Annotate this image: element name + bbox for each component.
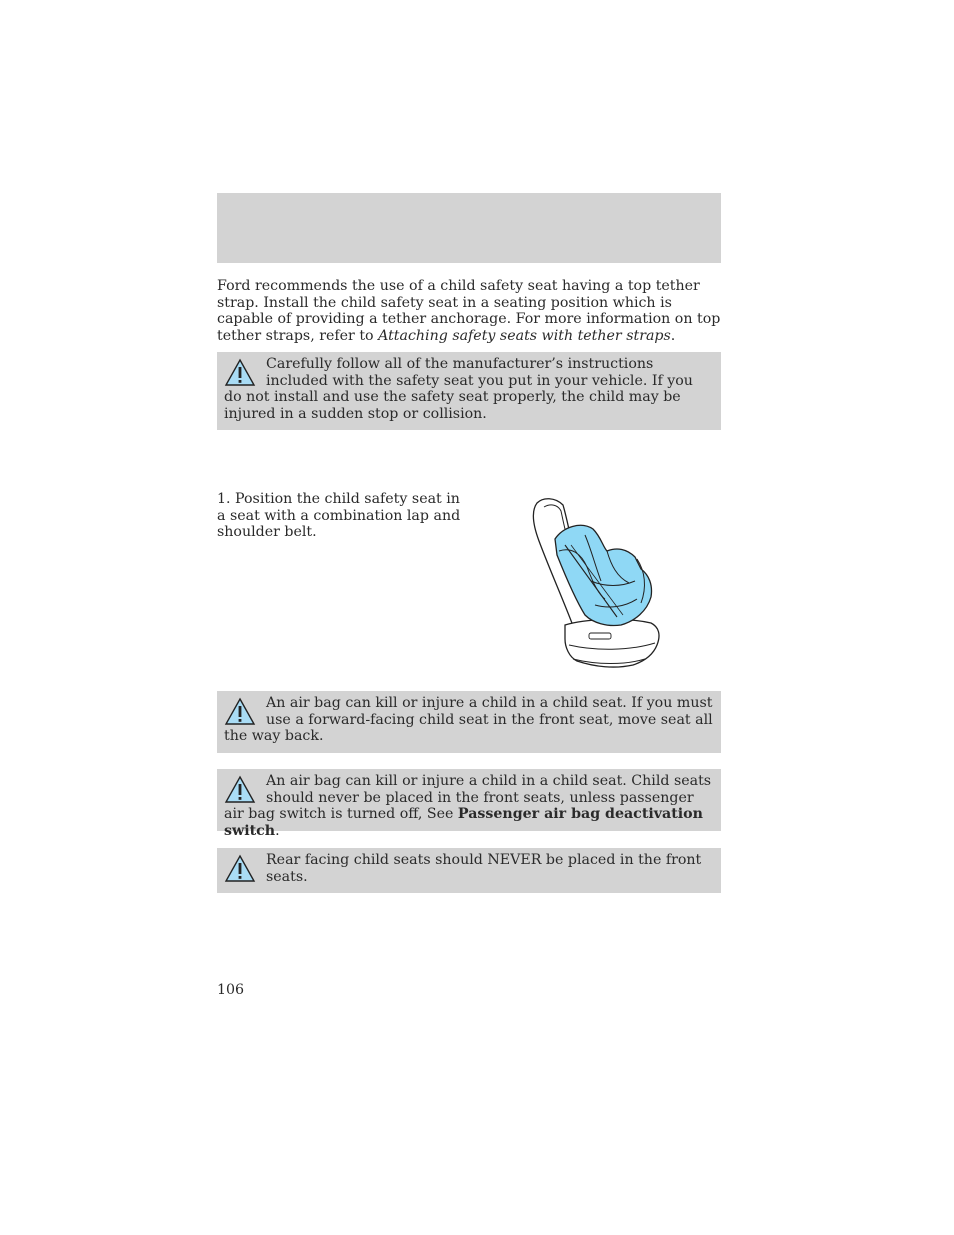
- warning-text: An air bag can kill or injure a child in a child seat. Child seats should never be placed in the front seats, unless passenger air bag switch is turned off, See Passenger air bag deactivation switch.: [224, 773, 712, 839]
- warning-triangle-icon: [224, 358, 256, 388]
- tether-straps-reference: Attaching safety seats with tether straps: [378, 327, 671, 344]
- warning-triangle-icon: [224, 697, 256, 727]
- warning-triangle-icon: [224, 775, 256, 805]
- warning-text: Rear facing child seats should NEVER be placed in the front seats.: [266, 852, 702, 885]
- step-1-text: 1. Position the child safety seat in a seat with a combination lap and shoulder belt.: [217, 491, 461, 540]
- child-seat-illustration: [525, 495, 673, 673]
- airbag-deactivation-reference: Passenger air bag deactivation switch: [224, 806, 703, 839]
- warning-box-passenger-airbag: [217, 769, 721, 839]
- warning-box-forward-facing: [217, 691, 721, 753]
- warning-box-instructions: [217, 352, 721, 430]
- warning-text: An air bag can kill or injure a child in a child seat. If you must use a forward-facing child seat in the front seat, move seat all the way back.: [224, 695, 713, 744]
- warning-text: Carefully follow all of the manufacturer’s instructions included with the safety seat you put in your vehicle. If you do not install and use the safety seat properly, the child may be injured in a sudden stop or collision.: [224, 356, 693, 422]
- warning-box-rear-facing: [217, 848, 721, 893]
- intro-paragraph: Ford recommends the use of a child safety seat having a top tether strap. Install the child safety seat in a seating position which is capable of providing a tether anchorage. For more information on top tether straps, refer to Attaching safety seats with tether straps.: [217, 278, 721, 344]
- warning-triangle-icon: [224, 854, 256, 884]
- page-number: 106: [217, 982, 245, 998]
- header-band: [217, 193, 721, 263]
